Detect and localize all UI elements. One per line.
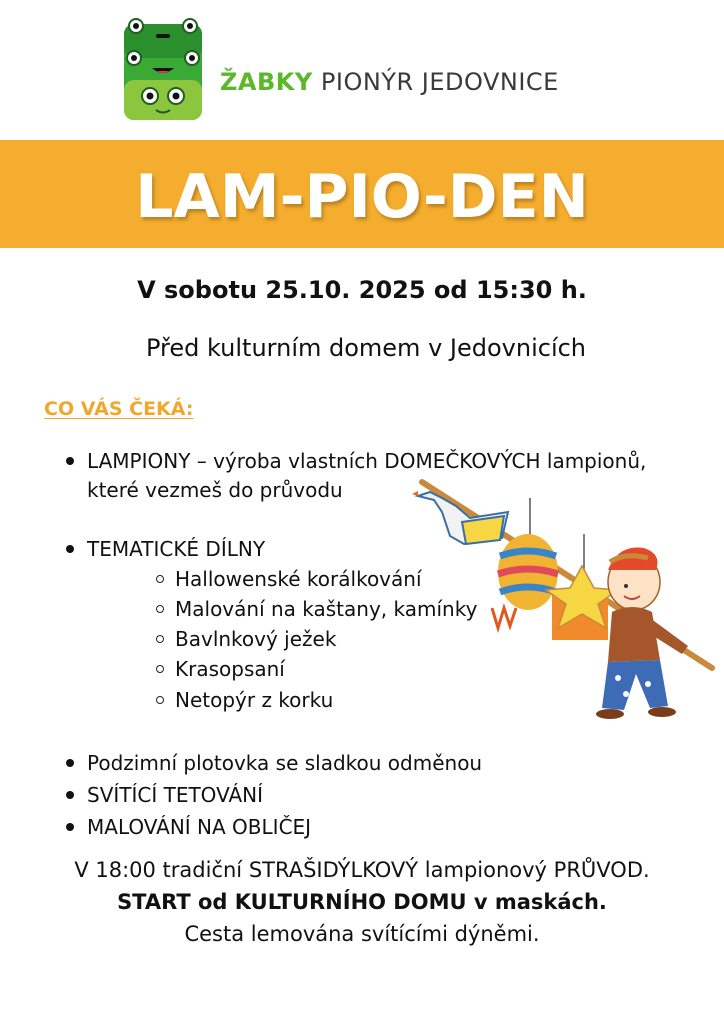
sub-bullet-icon <box>156 696 164 704</box>
event-title: LAM-PIO-DEN <box>135 162 589 232</box>
bullet-icon <box>66 545 74 553</box>
organization-name <box>220 68 559 96</box>
sub-bullet-icon <box>156 635 164 643</box>
sub-bullet-icon <box>156 575 164 583</box>
bullet-icon <box>66 791 74 799</box>
procession-start: START od KULTURNÍHO DOMU v maskách. <box>117 890 607 914</box>
logo-org: PIONÝR JEDOVNICE <box>320 68 559 96</box>
sub-bullet-icon <box>156 665 164 673</box>
procession-info: V 18:00 tradiční STRAŠIDÝLKOVÝ lampionový PRŮVOD. <box>74 858 650 882</box>
logo-brand: ŽABKY <box>220 68 313 96</box>
workshop-item: Malování na kaštany, kamínky <box>175 597 478 621</box>
program-heading: CO VÁS ČEKÁ: <box>44 398 194 420</box>
event-date: V sobotu 25.10. 2025 od 15:30 h. <box>137 276 587 304</box>
workshop-item: Hallowenské korálkování <box>175 567 422 591</box>
event-place: Před kulturním domem v Jedovnicích <box>145 334 587 362</box>
child-with-lanterns-illustration <box>412 478 718 724</box>
frogs-logo-icon <box>122 18 206 124</box>
workshop-item: Krasopsaní <box>175 657 285 681</box>
bullet-icon <box>66 823 74 831</box>
list-item-extra: Podzimní plotovka se sladkou odměnou <box>87 751 483 775</box>
workshop-item: Netopýr z korku <box>175 688 334 712</box>
list-item-extra: SVÍTÍCÍ TETOVÁNÍ <box>87 783 264 807</box>
sub-bullet-icon <box>156 605 164 613</box>
list-item-extra: MALOVÁNÍ NA OBLIČEJ <box>87 815 312 839</box>
bullet-icon <box>66 759 74 767</box>
bullet-icon <box>66 457 74 465</box>
list-item-lanterns-continued: které vezmeš do průvodu <box>87 478 343 502</box>
list-item-workshops: TEMATICKÉ DÍLNY <box>87 537 266 561</box>
workshop-item: Bavlnkový ježek <box>175 627 337 651</box>
list-item-lanterns: LAMPIONY – výroba vlastních DOMEČKOVÝCH lampionů, <box>87 449 647 473</box>
procession-route: Cesta lemována svítícími dýněmi. <box>184 922 540 946</box>
